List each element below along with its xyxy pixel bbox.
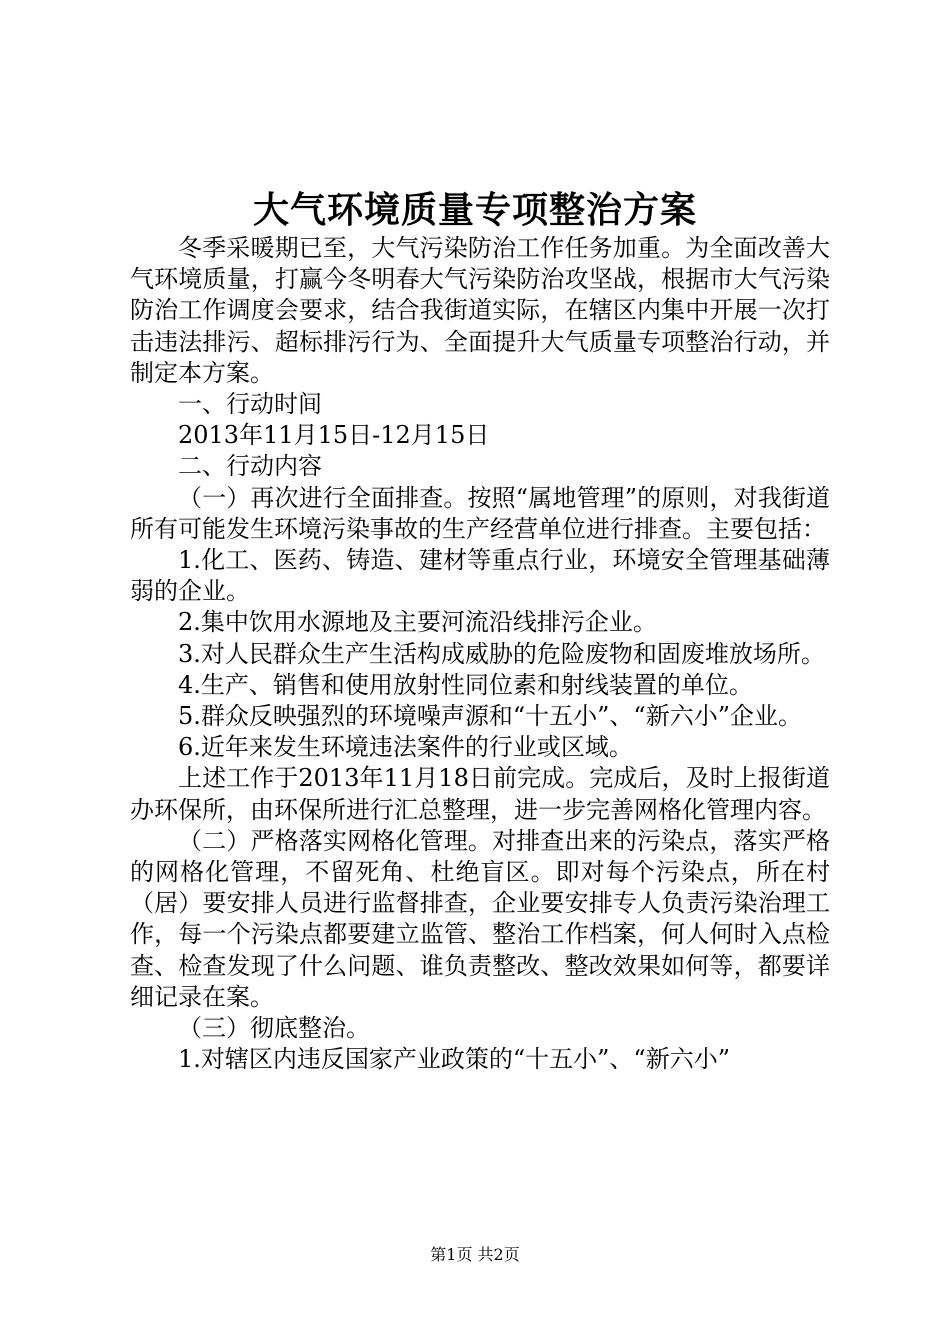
subsection-grid-management: （二）严格落实网格化管理。对排查出来的污染点，落实严格的网格化管理，不留死角、杜绝盲区。即对每个污染点，所在村（居）要安排人员进行监督排查，企业要安排专人负责污染治理工作，每一个污染点都要建立监管、整治工作档案，何人何时入点检查、检查发现了什么问题、谁负责整改、整改效果如何等，都要详细记录在案。 [130,826,830,1011]
list-item: 1.对辖区内违反国家产业政策的“十五小”、“新六小” [178,1045,730,1074]
action-date-range: 2013年11月15日-12月15日 [178,421,490,450]
section-heading-content: 二、行动内容 [178,452,322,481]
subsection-survey: （一）再次进行全面排查。按照“属地管理”的原则，对我街道所有可能发生环境污染事故的生产经营单位进行排查。主要包括： [130,483,830,543]
list-item: 4.生产、销售和使用放射性同位素和射线装置的单位。 [178,670,753,699]
document-title: 大气环境质量专项整治方案 [252,189,697,231]
list-item: 1.化工、医药、铸造、建材等重点行业，环境安全管理基础薄弱的企业。 [130,546,830,606]
list-item: 2.集中饮用水源地及主要河流沿线排污企业。 [178,608,657,637]
document-body [130,233,830,1075]
subsection-rectification: （三）彻底整治。 [178,1014,370,1043]
list-item: 6.近年来发生环境违法案件的行业或区域。 [178,733,633,762]
intro-paragraph: 冬季采暖期已至，大气污染防治工作任务加重。为全面改善大气环境质量，打赢今冬明春大气污染防治攻坚战，根据市大气污染防治工作调度会要求，结合我街道实际，在辖区内集中开展一次打击违法排污、超标排污行为、全面提升大气质量专项整治行动，并制定本方案。 [130,234,830,387]
completion-paragraph: 上述工作于2013年11月18日前完成。完成后，及时上报街道办环保所，由环保所进行汇总整理，进一步完善网格化管理内容。 [130,764,830,824]
list-item: 3.对人民群众生产生活构成威胁的危险废物和固废堆放场所。 [178,639,825,668]
page-footer: 第1页 共2页 [430,1245,520,1264]
section-heading-time: 一、行动时间 [178,390,322,419]
list-item: 5.群众反映强烈的环境噪声源和“十五小”、“新六小”企业。 [178,702,802,731]
